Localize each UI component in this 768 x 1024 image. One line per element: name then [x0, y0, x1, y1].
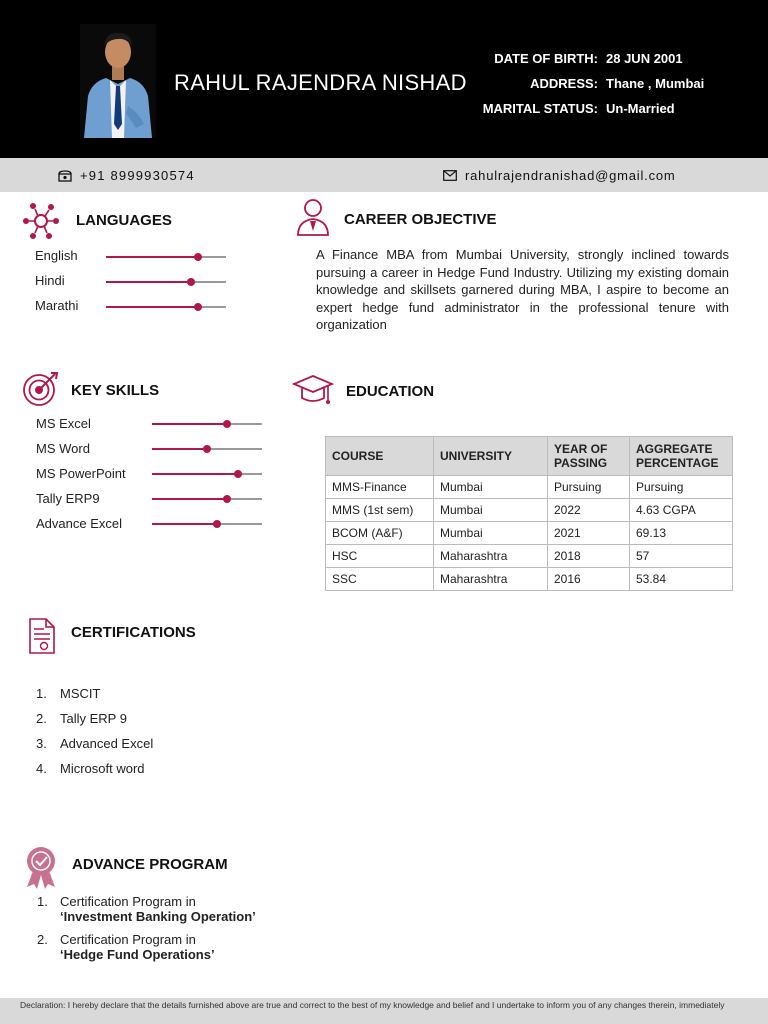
table-cell: 4.63 CGPA [630, 499, 733, 522]
award-ribbon-icon [23, 845, 59, 889]
skill-bar-marker [223, 420, 231, 428]
program-name: ‘Hedge Fund Operations’ [60, 947, 215, 962]
declaration-text: Declaration: I hereby declare that the details furnished above are true and correct to the best of my knowledge and belief and I undertake to inform you of any changes therein, immediately [20, 1000, 725, 1010]
contact-band [0, 158, 768, 192]
header-banner [0, 0, 768, 158]
dob-label: DATE OF BIRTH: [494, 51, 598, 66]
language-bar-marker [194, 303, 202, 311]
table-row [326, 476, 733, 499]
table-cell: Mumbai [434, 522, 548, 545]
column-header: COURSE [326, 437, 434, 476]
marital-status-row [460, 96, 760, 121]
skill-advance-excel-label: Advance Excel [36, 516, 122, 531]
language-bar-fill [106, 306, 198, 308]
language-hindi-label: Hindi [35, 273, 65, 288]
profile-photo [80, 24, 156, 138]
table-cell: Mumbai [434, 476, 548, 499]
table-cell: 2018 [548, 545, 630, 568]
career-objective-title: CAREER OBJECTIVE [344, 211, 497, 228]
skill-bar-fill [152, 523, 217, 525]
list-number: 1. [37, 894, 48, 909]
table-cell: 69.13 [630, 522, 733, 545]
skill-bar-fill [152, 423, 227, 425]
skill-tally-erp9-bar [152, 498, 262, 500]
list-number: 1. [36, 686, 47, 701]
table-cell: 2022 [548, 499, 630, 522]
advance-program-title: ADVANCE PROGRAM [72, 856, 228, 873]
table-cell: Pursuing [548, 476, 630, 499]
column-header: YEAR OF PASSING [548, 437, 630, 476]
skill-ms-powerpoint-label: MS PowerPoint [36, 466, 126, 481]
phone-contact[interactable] [58, 168, 195, 183]
table-cell: 2021 [548, 522, 630, 545]
list-item-label: Microsoft word [60, 761, 145, 776]
table-row [326, 522, 733, 545]
address-row [460, 71, 760, 96]
certifications-title: CERTIFICATIONS [71, 624, 196, 641]
table-cell: 57 [630, 545, 733, 568]
education-title: EDUCATION [346, 383, 435, 400]
language-bar-fill [106, 256, 198, 258]
list-item [36, 681, 153, 706]
table-cell: Maharashtra [434, 568, 548, 591]
certifications-list [36, 681, 153, 781]
envelope-icon [443, 170, 457, 181]
skill-advance-excel-bar [152, 523, 262, 525]
dob-value: 28 JUN 2001 [606, 51, 683, 66]
program-type: Certification Program in [60, 932, 196, 947]
skill-bar-fill [152, 473, 238, 475]
email-address: rahulrajendranishad@gmail.com [465, 168, 676, 183]
businessman-icon [296, 197, 330, 237]
table-row [326, 545, 733, 568]
column-header: AGGREGATE PERCENTAGE [630, 437, 733, 476]
table-header-row [326, 437, 733, 476]
list-number: 2. [36, 711, 47, 726]
language-english-bar [106, 256, 226, 258]
table-cell: Pursuing [630, 476, 733, 499]
table-cell: SSC [326, 568, 434, 591]
program-name: ‘Investment Banking Operation’ [60, 909, 256, 924]
email-contact[interactable] [443, 168, 676, 183]
list-item-label: Tally ERP 9 [60, 711, 127, 726]
dob-row [460, 46, 760, 71]
language-marathi-label: Marathi [35, 298, 79, 313]
list-item [37, 932, 256, 962]
program-type: Certification Program in [60, 894, 196, 909]
language-marathi-bar [106, 306, 226, 308]
skill-ms-excel-bar [152, 423, 262, 425]
language-bar-fill [106, 281, 191, 283]
skill-bar-marker [203, 445, 211, 453]
table-cell: MMS-Finance [326, 476, 434, 499]
advance-program-list [37, 894, 256, 970]
list-number: 3. [36, 736, 47, 751]
list-number: 4. [36, 761, 47, 776]
skill-bar-fill [152, 448, 207, 450]
phone-icon [58, 170, 72, 182]
address-value: Thane , Mumbai [606, 76, 705, 91]
list-item-label: Advanced Excel [60, 736, 154, 751]
table-cell: MMS (1st sem) [326, 499, 434, 522]
phone-number: +91 8999930574 [80, 168, 195, 183]
table-cell: BCOM (A&F) [326, 522, 434, 545]
network-icon [20, 201, 62, 241]
personal-info [460, 46, 760, 121]
address-label: ADDRESS: [530, 76, 598, 91]
candidate-name: RAHUL RAJENDRA NISHAD [174, 70, 467, 95]
key-skills-title: KEY SKILLS [71, 382, 160, 399]
list-item [36, 756, 153, 781]
career-objective-text: A Finance MBA from Mumbai University, strongly inclined towards pursuing a career in Hedge Fund Industry. Utilizing my existing domain knowledge and skillsets garnered during MBA, I aspire to become an expert hedge fund administrator in the professional tenure with organization [316, 247, 729, 333]
target-icon [21, 371, 59, 407]
table-cell: Mumbai [434, 499, 548, 522]
skill-bar-marker [234, 470, 242, 478]
skill-ms-excel-label: MS Excel [36, 416, 91, 431]
table-cell: 53.84 [630, 568, 733, 591]
skill-tally-erp9-label: Tally ERP9 [36, 491, 100, 506]
table-cell: Maharashtra [434, 545, 548, 568]
skill-bar-marker [213, 520, 221, 528]
skill-ms-word-bar [152, 448, 262, 450]
education-table [325, 436, 733, 591]
skill-bar-fill [152, 498, 227, 500]
list-number: 2. [37, 932, 48, 947]
skill-ms-word-label: MS Word [36, 441, 90, 456]
list-item-label: MSCIT [60, 686, 101, 701]
list-item [36, 706, 153, 731]
graduation-cap-icon [292, 374, 334, 410]
marital-status-label: MARITAL STATUS: [482, 101, 598, 116]
declaration-band [0, 998, 768, 1024]
languages-title: LANGUAGES [76, 212, 172, 229]
language-english-label: English [35, 248, 78, 263]
language-bar-marker [194, 253, 202, 261]
marital-status-value: Un-Married [606, 101, 675, 116]
skill-bar-marker [223, 495, 231, 503]
table-row [326, 499, 733, 522]
language-hindi-bar [106, 281, 226, 283]
certificate-document-icon [28, 617, 56, 655]
language-bar-marker [187, 278, 195, 286]
table-cell: HSC [326, 545, 434, 568]
list-item [37, 894, 256, 924]
table-cell: 2016 [548, 568, 630, 591]
skill-ms-powerpoint-bar [152, 473, 262, 475]
table-row [326, 568, 733, 591]
column-header: UNIVERSITY [434, 437, 548, 476]
list-item [36, 731, 153, 756]
